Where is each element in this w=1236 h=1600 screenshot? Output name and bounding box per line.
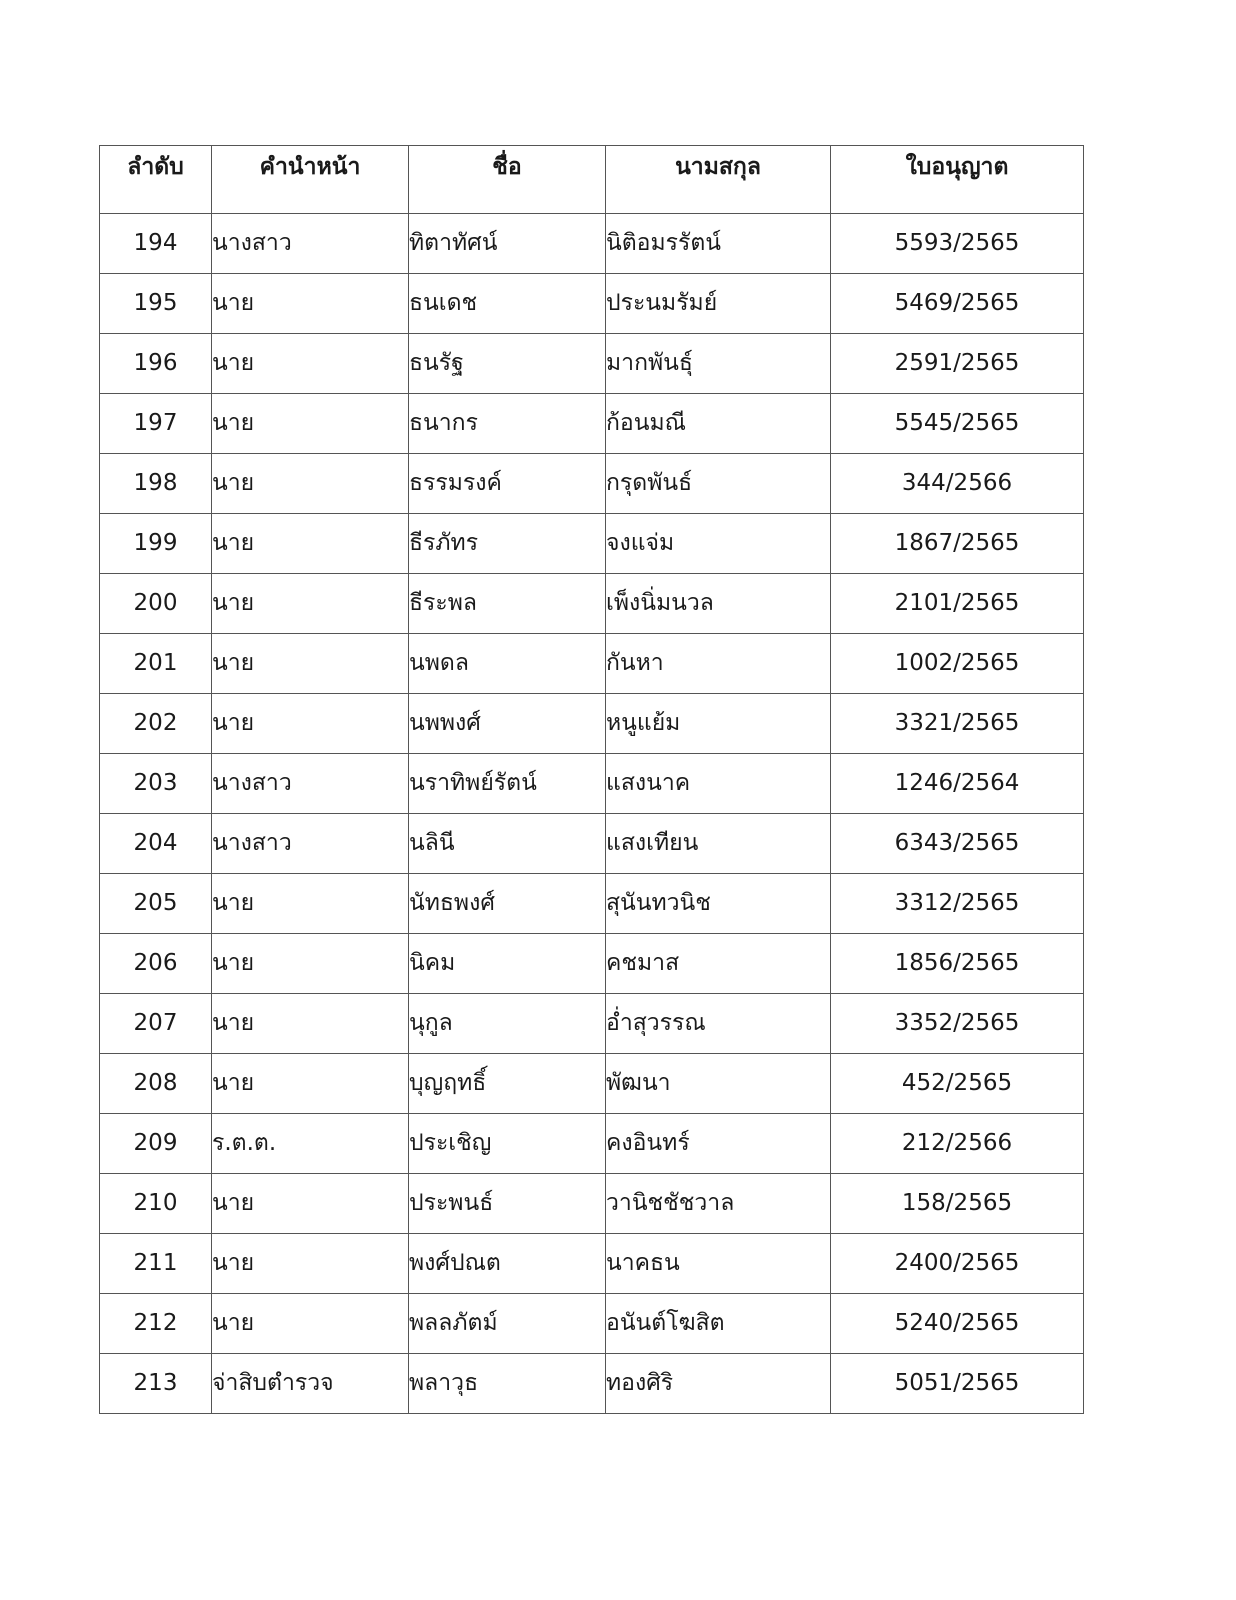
cell-license: 3312/2565 [831,874,1084,934]
license-table [99,145,1084,1414]
table-row [100,274,1084,334]
table-row [100,694,1084,754]
cell-order: 209 [100,1114,212,1174]
cell-last-name: คชมาส [606,934,831,994]
cell-license: 6343/2565 [831,814,1084,874]
cell-title: ร.ต.ต. [212,1114,409,1174]
cell-order: 199 [100,514,212,574]
cell-order: 206 [100,934,212,994]
cell-order: 211 [100,1234,212,1294]
cell-title: นาย [212,694,409,754]
cell-license: 452/2565 [831,1054,1084,1114]
table-row [100,1234,1084,1294]
cell-title: นาย [212,394,409,454]
header-license: ใบอนุญาต [831,146,1084,214]
header-row [100,146,1084,214]
table-row [100,394,1084,454]
cell-title: นาย [212,634,409,694]
table-row [100,934,1084,994]
cell-first-name: พลาวุธ [409,1354,606,1414]
cell-last-name: หนูแย้ม [606,694,831,754]
cell-license: 5051/2565 [831,1354,1084,1414]
cell-last-name: พัฒนา [606,1054,831,1114]
table-row [100,994,1084,1054]
cell-license: 2591/2565 [831,334,1084,394]
cell-license: 5545/2565 [831,394,1084,454]
cell-order: 198 [100,454,212,514]
cell-order: 194 [100,214,212,274]
cell-order: 200 [100,574,212,634]
cell-first-name: ธีรภัทร [409,514,606,574]
cell-last-name: ทองศิริ [606,1354,831,1414]
cell-order: 205 [100,874,212,934]
table-row [100,754,1084,814]
cell-license: 5240/2565 [831,1294,1084,1354]
cell-last-name: ก้อนมณี [606,394,831,454]
cell-first-name: ธรรมรงค์ [409,454,606,514]
cell-order: 195 [100,274,212,334]
cell-order: 204 [100,814,212,874]
header-order: ลำดับ [100,146,212,214]
cell-first-name: ธีระพล [409,574,606,634]
cell-first-name: ทิตาทัศน์ [409,214,606,274]
cell-order: 213 [100,1354,212,1414]
cell-order: 208 [100,1054,212,1114]
cell-first-name: นพดล [409,634,606,694]
cell-license: 1856/2565 [831,934,1084,994]
table-row [100,574,1084,634]
cell-title: นาย [212,994,409,1054]
cell-last-name: จงแจ่ม [606,514,831,574]
cell-last-name: แสงนาค [606,754,831,814]
header-last-name: นามสกุล [606,146,831,214]
cell-order: 202 [100,694,212,754]
cell-order: 207 [100,994,212,1054]
cell-title: นาย [212,934,409,994]
cell-order: 210 [100,1174,212,1234]
cell-first-name: ประเชิญ [409,1114,606,1174]
cell-title: นาย [212,1294,409,1354]
cell-title: นางสาว [212,214,409,274]
table-row [100,874,1084,934]
cell-first-name: นลินี [409,814,606,874]
cell-first-name: ธนเดช [409,274,606,334]
cell-license: 344/2566 [831,454,1084,514]
cell-first-name: ธนากร [409,394,606,454]
cell-license: 5593/2565 [831,214,1084,274]
cell-first-name: พลลภัตม์ [409,1294,606,1354]
cell-first-name: นัทธพงศ์ [409,874,606,934]
cell-last-name: แสงเทียน [606,814,831,874]
cell-first-name: นิคม [409,934,606,994]
cell-first-name: ประพนธ์ [409,1174,606,1234]
cell-title: นาย [212,334,409,394]
cell-last-name: วานิชชัชวาล [606,1174,831,1234]
cell-last-name: นาคธน [606,1234,831,1294]
table-header [100,146,1084,214]
cell-first-name: นราทิพย์รัตน์ [409,754,606,814]
cell-last-name: อนันต์โฆสิต [606,1294,831,1354]
cell-title: นาย [212,574,409,634]
cell-title: นาย [212,874,409,934]
table-row [100,514,1084,574]
cell-first-name: พงศ์ปณต [409,1234,606,1294]
cell-title: นาย [212,454,409,514]
cell-title: นาย [212,1054,409,1114]
cell-title: จ่าสิบตำรวจ [212,1354,409,1414]
cell-last-name: กันหา [606,634,831,694]
cell-order: 212 [100,1294,212,1354]
cell-last-name: สุนันทวนิช [606,874,831,934]
table-row [100,1174,1084,1234]
table-row [100,1114,1084,1174]
cell-last-name: อ่ำสุวรรณ [606,994,831,1054]
header-title: คำนำหน้า [212,146,409,214]
table-row [100,1354,1084,1414]
cell-order: 203 [100,754,212,814]
header-first-name: ชื่อ [409,146,606,214]
cell-license: 3321/2565 [831,694,1084,754]
table-body [100,214,1084,1414]
cell-last-name: เพ็งนิ่มนวล [606,574,831,634]
cell-title: นาย [212,274,409,334]
cell-license: 1002/2565 [831,634,1084,694]
cell-license: 5469/2565 [831,274,1084,334]
cell-license: 2400/2565 [831,1234,1084,1294]
table-row [100,214,1084,274]
cell-license: 158/2565 [831,1174,1084,1234]
cell-first-name: บุญฤทธิ์ [409,1054,606,1114]
cell-last-name: ประนมรัมย์ [606,274,831,334]
cell-first-name: ธนรัฐ [409,334,606,394]
cell-license: 212/2566 [831,1114,1084,1174]
table-row [100,1294,1084,1354]
cell-order: 197 [100,394,212,454]
table-row [100,1054,1084,1114]
cell-license: 1867/2565 [831,514,1084,574]
cell-title: นางสาว [212,754,409,814]
cell-last-name: มากพันธุ์ [606,334,831,394]
cell-title: นางสาว [212,814,409,874]
table-row [100,454,1084,514]
cell-license: 2101/2565 [831,574,1084,634]
cell-license: 1246/2564 [831,754,1084,814]
cell-last-name: กรุดพันธ์ [606,454,831,514]
cell-last-name: นิติอมรรัตน์ [606,214,831,274]
cell-title: นาย [212,1174,409,1234]
table-row [100,814,1084,874]
cell-title: นาย [212,1234,409,1294]
table-row [100,334,1084,394]
cell-last-name: คงอินทร์ [606,1114,831,1174]
cell-first-name: นพพงศ์ [409,694,606,754]
cell-title: นาย [212,514,409,574]
cell-license: 3352/2565 [831,994,1084,1054]
cell-first-name: นุกูล [409,994,606,1054]
cell-order: 196 [100,334,212,394]
table-row [100,634,1084,694]
cell-order: 201 [100,634,212,694]
